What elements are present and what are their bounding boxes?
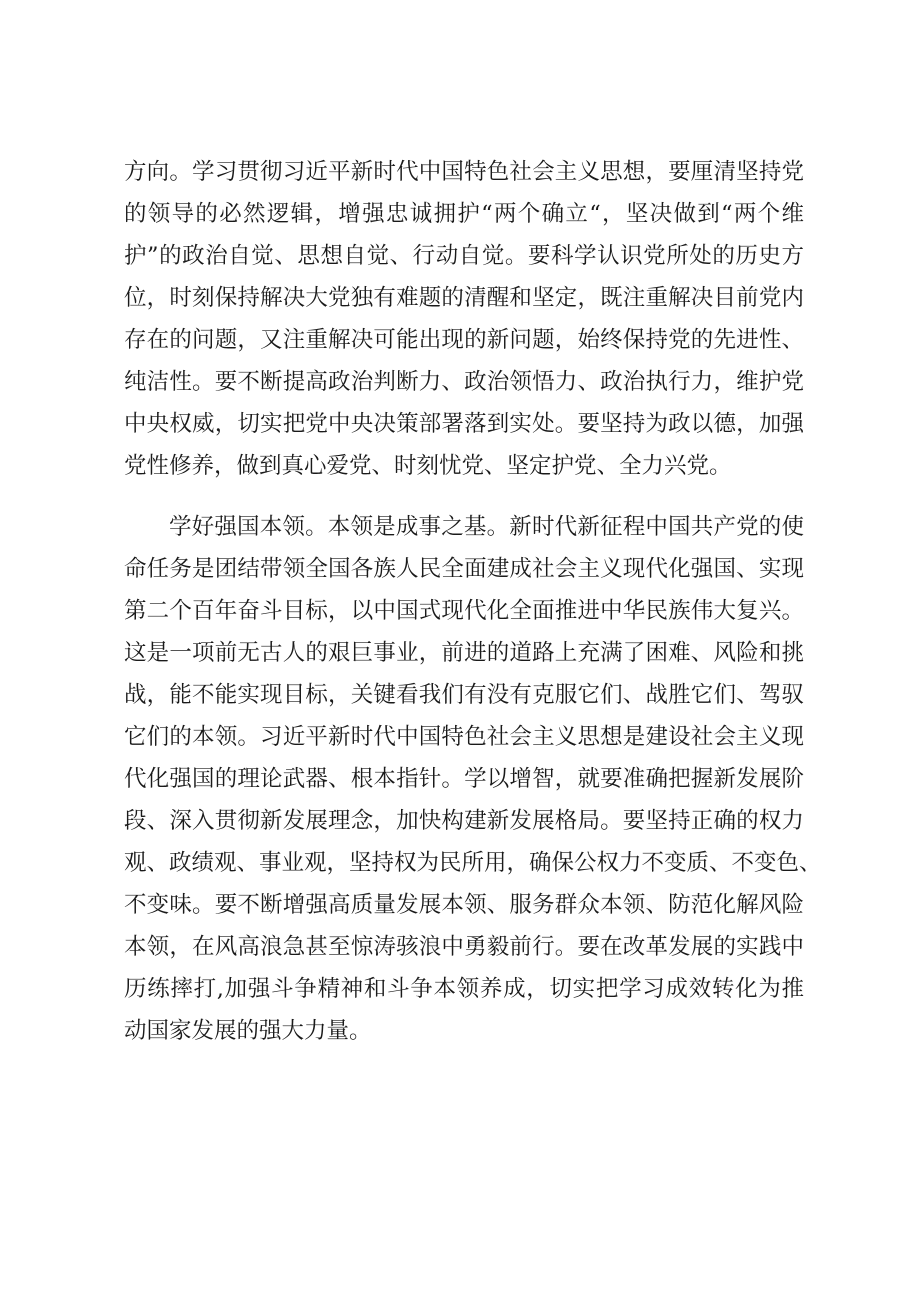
paragraph-1-line-4: 位，时刻保持解决大党独有难题的清醒和坚定，既注重解决目前党内 (124, 285, 804, 311)
paragraph-2-line-2: 命任务是团结带领全国各族人民全面建成社会主义现代化强国、实现 (124, 556, 804, 582)
paragraph-1-line-2: 的领导的必然逻辑，增强忠诚拥护“两个确立“，坚决做到“两个维 (124, 201, 804, 227)
paragraph-1-line-3: 护”的政治自觉、思想自觉、行动自觉。要科学认识党所处的历史方 (124, 243, 804, 269)
paragraph-2-line-3: 第二个百年奋斗目标，以中国式现代化全面推进中华民族伟大复兴。 (124, 598, 804, 624)
paragraph-2-line-10: 不变味。要不断增强高质量发展本领、服务群众本领、防范化解风险 (124, 892, 804, 918)
paragraph-2-line-12: 历练摔打,加强斗争精神和斗争本领养成，切实把学习成效转化为推 (124, 976, 804, 1002)
paragraph-2-line-1: 学好强国本领。本领是成事之基。新时代新征程中国共产党的使 (169, 514, 804, 540)
paragraph-2-line-11: 本领，在风高浪急甚至惊涛骇浪中勇毅前行。要在改革发展的实践中 (124, 934, 804, 960)
paragraph-2-line-9: 观、政绩观、事业观，坚持权为民所用，确保公权力不变质、不变色、 (124, 850, 822, 876)
paragraph-2-line-8: 段、深入贯彻新发展理念，加快构建新发展格局。要坚持正确的权力 (124, 808, 804, 834)
paragraph-2-line-6: 它们的本领。习近平新时代中国特色社会主义思想是建设社会主义现 (124, 724, 804, 750)
paragraph-1-line-8: 党性修养，做到真心爱党、时刻忧党、坚定护党、全力兴党。 (124, 453, 732, 479)
paragraph-1-line-5: 存在的问题，又注重解决可能出现的新问题，始终保持党的先进性、 (124, 327, 804, 353)
paragraph-2-line-7: 代化强国的理论武器、根本指针。学以增智，就要准确把握新发展阶 (124, 766, 804, 792)
paragraph-2-line-4: 这是一项前无古人的艰巨事业，前进的道路上充满了困难、风险和挑 (124, 640, 804, 666)
paragraph-1-line-1: 方向。学习贯彻习近平新时代中国特色社会主义思想，要厘清坚持党 (124, 159, 804, 185)
paragraph-2-line-5: 战，能不能实现目标，关键看我们有没有克服它们、战胜它们、驾驭 (124, 682, 804, 708)
paragraph-1-line-7: 中央权威，切实把党中央决策部署落到实处。要坚持为政以德，加强 (124, 411, 804, 437)
paragraph-2-line-13: 动国家发展的强大力量。 (124, 1018, 372, 1044)
paragraph-1-line-6: 纯洁性。要不断提高政治判断力、政治领悟力、政治执行力，维护党 (124, 369, 804, 395)
